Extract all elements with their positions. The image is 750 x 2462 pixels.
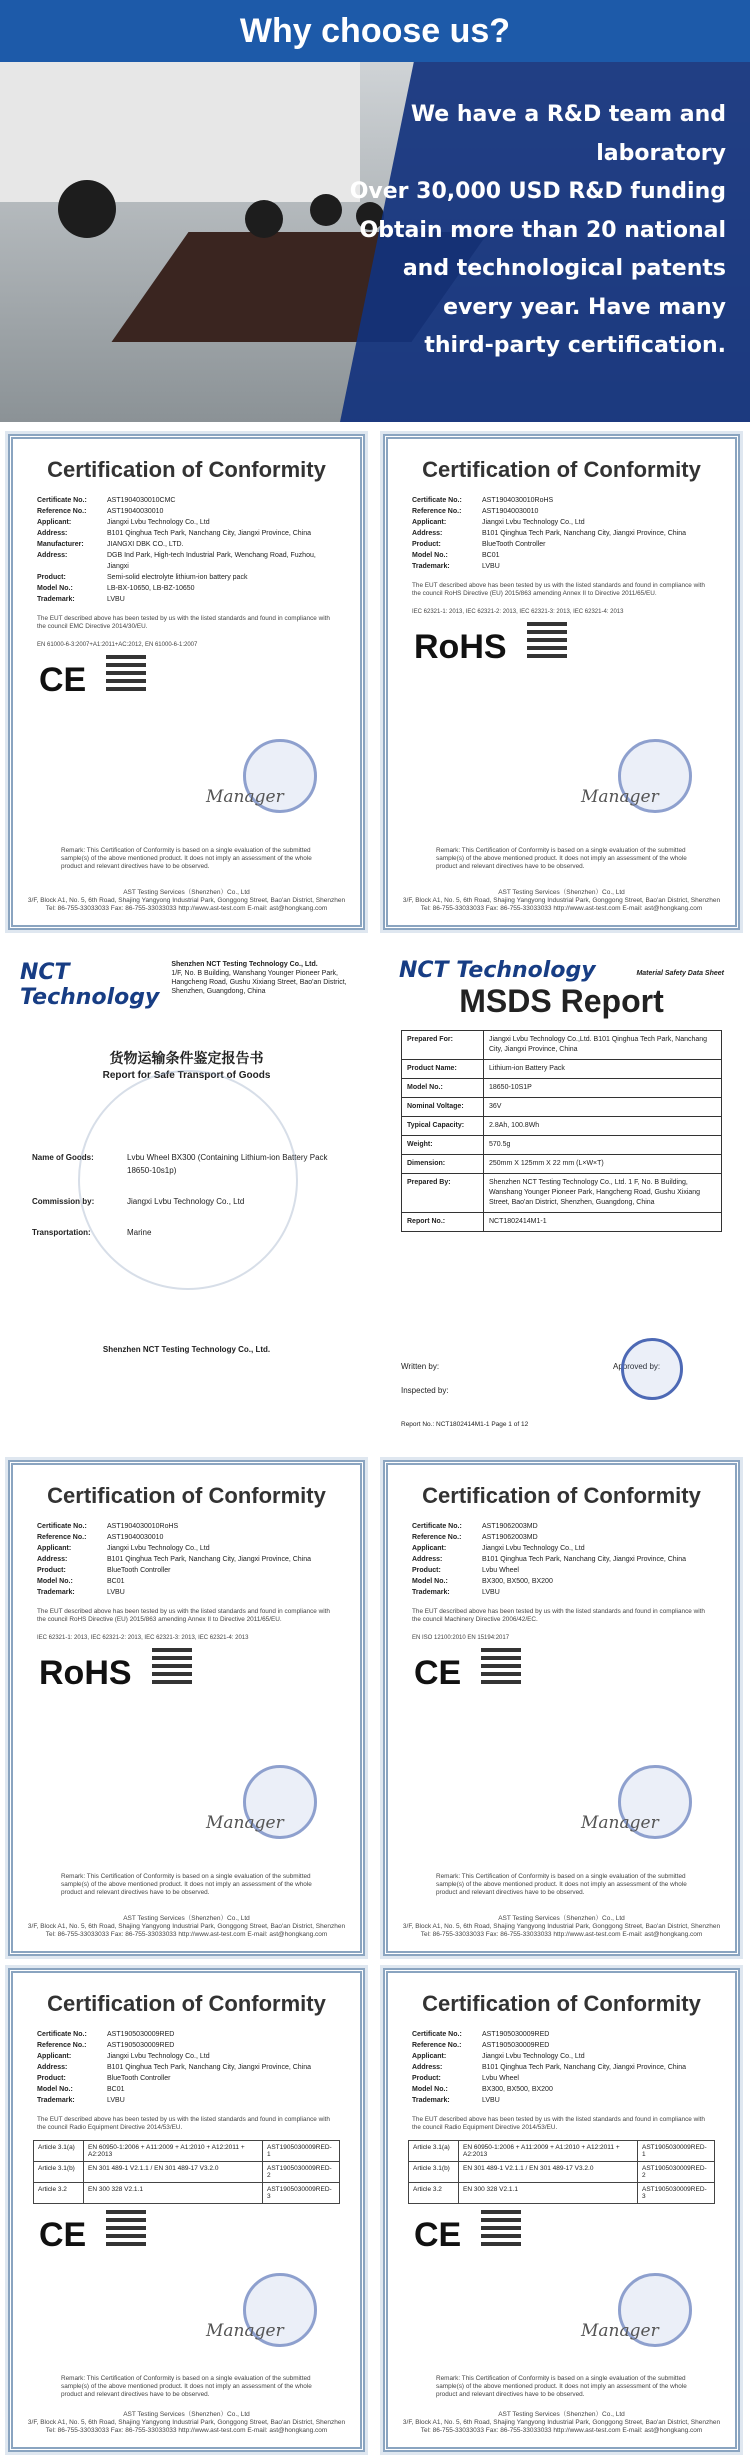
certificate-text: The EUT described above has been tested by us with the listed standards and found in compliance with the council RoHS Directive (EU) 2015/863 amending Annex II to Directive 2011/65/EU.	[412, 582, 705, 597]
standards-table: Article 3.1(a) EN 60950-1:2006 + A11:2009 + A1:2010 + A12:2011 + A2:2013 AST1905030009RED-1 Article 3.1(b) EN 301 489-1 V2.1.1 / EN 301 489-17 V3.2.0 AST1905030009RED-2 Article 3.2 EN 300 328 V2.1.1 AST1905030009RED-3	[408, 2140, 715, 2204]
trademark: LVBU	[107, 596, 125, 603]
signature-icon: Manager	[581, 1813, 659, 1833]
footer: AST Testing Services（Shenzhen）Co., Ltd 3/F, Block A1, No. 5, 6th Road, Shajing Yangyong Industrial Park, Gonggong Street, Bao'an District, Shenzhen Tel: 86-755-33033033 Fax: 86-755-33033033 http://www.ast-test.com E-mail: ast@hongkang.com	[402, 889, 721, 912]
address: B101 Qinghua Tech Park, Nanchang City, Jiangxi Province, China	[107, 530, 312, 537]
qr-code-icon	[152, 1644, 192, 1684]
manufacturer: JIANGXI DBK CO., LTD.	[107, 541, 184, 548]
hero-line: and technological patents	[402, 256, 726, 281]
certificate-card: Certification of Conformity Certificate No.: AST1904030010RoHS Reference No.: AST19040030010 Applicant: Jiangxi Lvbu Technology Co., Ltd Address: B101 Qinghua Tech Park, Nanchang City, Jiangxi Province, China Product: BlueTooth Controller Model No.: BC01 Trademark: LVBU The EUT described above has been tested by us with the listed standards and found in compliance with the council RoHS Directive (EU) 2015/863 amending Annex II to Directive 2011/65/EU. IEC 62321-1: 2013, IEC 62321-2: 2013, IEC 62321-3: 2013, IEC 62321-4: 2013 RoHS Manager Remark: This Certification of Conformity is based on a single evaluation of the submitted sample(s) of the above mentioned product. It does not imply an assessment of the whole product and relevant directives have to be observed. AST Testing Services（Shenzhen）Co., Ltd 3/F, Block A1, No. 5, 6th Road, Shajing Yangyong Industrial Park, Gonggong Street, Bao'an District, Shenzhen Tel: 86-755-33033033 Fax: 86-755-33033033 http://www.ast-test.com E-mail: ast@hongkang.com	[8, 1460, 365, 1956]
rohs-mark-icon: RoHS	[414, 628, 507, 666]
certificate-title: Certification of Conformity	[47, 457, 326, 482]
trademark: LVBU	[482, 563, 500, 570]
ce-mark-icon: CE	[414, 1654, 462, 1692]
company-name: Shenzhen NCT Testing Technology Co., Ltd.	[171, 961, 318, 968]
header-banner	[0, 0, 750, 62]
report-title-en: Report for Safe Transport of Goods	[102, 1070, 271, 1081]
address: DGB Ind Park, High-tech Industrial Park, Wenchang Road, Fuzhou, Jiangxi	[107, 552, 316, 570]
company-logo-icon: NCT Technology	[399, 958, 596, 983]
report-title-cn: 货物运输条件鉴定报告书	[109, 1050, 264, 1066]
applicant: Jiangxi Lvbu Technology Co., Ltd	[482, 519, 585, 526]
reference-number: AST19040030010	[107, 508, 164, 515]
remark: Remark: This Certification of Conformity is based on a single evaluation of the submitted sample(s) of the above mentioned product. It does not imply an assessment of the whole product and relevant directives have to be observed.	[61, 847, 312, 870]
certificate-card: Certification of Conformity Certificate No.: AST1905030009RED Reference No.: AST1905030009RED Applicant: Jiangxi Lvbu Technology Co., Ltd Address: B101 Qinghua Tech Park, Nanchang City, Jiangxi Province, China Product: BlueTooth Controller Model No.: BC01 Trademark: LVBU The EUT described above has been tested by us with the listed standards and found in compliance with the council Radio Equipment Directive 2014/53/EU. Article 3.1(a) EN 60950-1:2006 + A11:2009 + A1:2010 + A12:2011 + A2:2013 AST1905030009RED-1 Article 3.1(b) EN 301 489-1 V2.1.1 / EN 301 489-17 V3.2.0 AST1905030009RED-2 Article 3.2 EN 300 328 V2.1.1 AST1905030009RED-3 CE Manager Remark: This Certification of Conformity is based on a single evaluation of the submitted sample(s) of the above mentioned product. It does not imply an assessment of the whole product and relevant directives have to be observed. AST Testing Services（Shenzhen）Co., Ltd 3/F, Block A1, No. 5, 6th Road, Shajing Yangyong Industrial Park, Gonggong Street, Bao'an District, Shenzhen Tel: 86-755-33033033 Fax: 86-755-33033033 http://www.ast-test.com E-mail: ast@hongkang.com	[8, 1968, 365, 2452]
hero-line: We have a R&D team and laboratory	[410, 102, 726, 166]
rohs-mark-icon: RoHS	[39, 1654, 132, 1692]
ce-mark-icon: CE	[39, 2216, 87, 2254]
stamp-icon	[621, 1338, 683, 1400]
person	[58, 180, 116, 238]
msds-footer: Report No.: NCT1802414M1-1 Page 1 of 12	[401, 1421, 529, 1428]
standards: IEC 62321-1: 2013, IEC 62321-2: 2013, IEC 62321-3: 2013, IEC 62321-4: 2013	[412, 609, 624, 615]
company-logo-icon: NCT Technology	[20, 960, 160, 1010]
footer: AST Testing Services（Shenzhen）Co., Ltd 3/F, Block A1, No. 5, 6th Road, Shajing Yangyong Industrial Park, Gonggong Street, Bao'an District, Shenzhen Tel: 86-755-33033033 Fax: 86-755-33033033 http://www.ast-test.com E-mail: ast@hongkang.com	[27, 889, 346, 912]
person	[245, 200, 283, 238]
msds-label: Material Safety Data Sheet	[636, 970, 724, 977]
certificate-card: Certification of Conformity Certificate No.: AST19062003MD Reference No.: AST19062003MD Applicant: Jiangxi Lvbu Technology Co., Ltd Address: B101 Qinghua Tech Park, Nanchang City, Jiangxi Province, China Product: Lvbu Wheel Model No.: BX300, BX500, BX200 Trademark: LVBU The EUT described above has been tested by us with the listed standards and found in compliance with the council Machinery Directive 2006/42/EC. EN ISO 12100:2010 EN 15194:2017 CE Manager Remark: This Certification of Conformity is based on a single evaluation of the submitted sample(s) of the above mentioned product. It does not imply an assessment of the whole product and relevant directives have to be observed. AST Testing Services（Shenzhen）Co., Ltd 3/F, Block A1, No. 5, 6th Road, Shajing Yangyong Industrial Park, Gonggong Street, Bao'an District, Shenzhen Tel: 86-755-33033033 Fax: 86-755-33033033 http://www.ast-test.com E-mail: ast@hongkang.com	[383, 1460, 740, 1956]
certificate-card: Certification of Conformity Certificate No.: AST1904030010RoHS Reference No.: AST19040030010 Applicant: Jiangxi Lvbu Technology Co., Ltd Address: B101 Qinghua Tech Park, Nanchang City, Jiangxi Province, China Product: BlueTooth Controller Model No.: BC01 Trademark: LVBU The EUT described above has been tested by us with the listed standards and found in compliance with the council RoHS Directive (EU) 2015/863 amending Annex II to Directive 2011/65/EU. IEC 62321-1: 2013, IEC 62321-2: 2013, IEC 62321-3: 2013, IEC 62321-4: 2013 RoHS Manager Remark: This Certification of Conformity is based on a single evaluation of the submitted sample(s) of the above mentioned product. It does not imply an assessment of the whole product and relevant directives have to be observed. AST Testing Services（Shenzhen）Co., Ltd 3/F, Block A1, No. 5, 6th Road, Shajing Yangyong Industrial Park, Gonggong Street, Bao'an District, Shenzhen Tel: 86-755-33033033 Fax: 86-755-33033033 http://www.ast-test.com E-mail: ast@hongkang.com	[383, 434, 740, 930]
certificate-card: Certification of Conformity Certificate No.: AST1905030009RED Reference No.: AST1905030009RED Applicant: Jiangxi Lvbu Technology Co., Ltd Address: B101 Qinghua Tech Park, Nanchang City, Jiangxi Province, China Product: Lvbu Wheel Model No.: BX300, BX500, BX200 Trademark: LVBU The EUT described above has been tested by us with the listed standards and found in compliance with the council Radio Equipment Directive 2014/53/EU. Article 3.1(a) EN 60950-1:2006 + A11:2009 + A1:2010 + A12:2011 + A2:2013 AST1905030009RED-1 Article 3.1(b) EN 301 489-1 V2.1.1 / EN 301 489-17 V3.2.0 AST1905030009RED-2 Article 3.2 EN 300 328 V2.1.1 AST1905030009RED-3 CE Manager Remark: This Certification of Conformity is based on a single evaluation of the submitted sample(s) of the above mentioned product. It does not imply an assessment of the whole product and relevant directives have to be observed. AST Testing Services（Shenzhen）Co., Ltd 3/F, Block A1, No. 5, 6th Road, Shajing Yangyong Industrial Park, Gonggong Street, Bao'an District, Shenzhen Tel: 86-755-33033033 Fax: 86-755-33033033 http://www.ast-test.com E-mail: ast@hongkang.com	[383, 1968, 740, 2452]
hero-line: Obtain more than 20 national	[359, 217, 726, 243]
hero-line: Over 30,000 USD R&D funding	[349, 179, 726, 204]
reference-number: AST19040030010	[482, 508, 539, 515]
msds-table: Prepared For: Jiangxi Lvbu Technology Co.,Ltd. B101 Qinghua Tech Park, Nanchang City, Jiangxi Province, China Product Name: Lithium-ion Battery Pack Model No.: 18650-10S1P Nominal Voltage: 36V Typical Capacity: 2.8Ah, 100.8Wh Weight: 570.5g Dimension: 250mm X 125mm X 22 mm (L×W×T) Prepared By: Shenzhen NCT Testing Technology Co., Ltd. 1 F, No. B Building, Wanshang Younger Pioneer Park, Hangcheng Road, Gushu Xixiang Street, Bao'an District, Shenzhen, Guangdong, China Report No.: NCT1802414M1-1	[401, 1030, 722, 1232]
certificate-title: Certification of Conformity	[47, 1991, 326, 2016]
qr-code-icon	[481, 1644, 521, 1684]
ce-mark-icon: CE	[414, 2216, 462, 2254]
certificate-title: Certification of Conformity	[422, 1483, 701, 1508]
model: BC01	[482, 552, 500, 559]
product: BlueTooth Controller	[482, 541, 546, 548]
goods-name: Lvbu Wheel BX300 (Containing Lithium-ion Battery Pack 18650-10s1p)	[127, 1153, 328, 1175]
product: Semi-solid electrolyte lithium-ion battery pack	[107, 574, 248, 581]
signature-icon: Manager	[206, 2321, 284, 2341]
applicant: Jiangxi Lvbu Technology Co., Ltd	[107, 519, 210, 526]
certificate-card: Certification of Conformity Certificate No.: AST1904030010CMC Reference No.: AST19040030010 Applicant: Jiangxi Lvbu Technology Co., Ltd Address: B101 Qinghua Tech Park, Nanchang City, Jiangxi Province, China Manufacturer: JIANGXI DBK CO., LTD. Address: DGB Ind Park, High-tech Industrial Park, Wenchang Road, Fuzhou, Jiangxi Product: Semi-solid electrolyte lithium-ion battery pack Model No.: LB-BX-10650, LB-BZ-10650 Trademark: LVBU The EUT described above has been tested by us with the listed standards and found in compliance with the council EMC Directive 2014/30/EU. EN 61000-6-3:2007+A1:2011+AC:2012, EN 61000-6-1:2007 CE Manager Remark: This Certification of Conformity is based on a single evaluation of the submitted sample(s) of the above mentioned product. It does not imply an assessment of the whole product and relevant directives have to be observed. AST Testing Services（Shenzhen）Co., Ltd 3/F, Block A1, No. 5, 6th Road, Shajing Yangyong Industrial Park, Gonggong Street, Bao'an District, Shenzhen Tel: 86-755-33033033 Fax: 86-755-33033033 http://www.ast-test.com E-mail: ast@hongkang.com	[8, 434, 365, 930]
standards-table: Article 3.1(a) EN 60950-1:2006 + A11:2009 + A1:2010 + A12:2011 + A2:2013 AST1905030009RED-1 Article 3.1(b) EN 301 489-1 V2.1.1 / EN 301 489-17 V3.2.0 AST1905030009RED-2 Article 3.2 EN 300 328 V2.1.1 AST1905030009RED-3	[33, 2140, 340, 2204]
qr-code-icon	[106, 2206, 146, 2246]
hero-line: third-party certification.	[424, 333, 726, 358]
qr-code-icon	[527, 618, 567, 658]
cert-number: AST1904030010RoHS	[482, 497, 554, 504]
transportation: Marine	[127, 1228, 152, 1237]
msds-report-card: NCT Technology Material Safety Data Sheet MSDS Report Prepared For: Jiangxi Lvbu Technology Co.,Ltd. B101 Qinghua Tech Park, Nanchang City, Jiangxi Province, China Product Name: Lithium-ion Battery Pack Model No.: 18650-10S1P Nominal Voltage: 36V Typical Capacity: 2.8Ah, 100.8Wh Weight: 570.5g Dimension: 250mm X 125mm X 22 mm (L×W×T) Prepared By: Shenzhen NCT Testing Technology Co., Ltd. 1 F, No. B Building, Wanshang Younger Pioneer Park, Hangcheng Road, Gushu Xixiang Street, Bao'an District, Shenzhen, Guangdong, China Report No.: NCT1802414M1-1 Written by: Inspected by: Approved by: Report No.: NCT1802414M1-1 Page 1 of 12	[383, 950, 740, 1436]
hero-section	[0, 62, 750, 422]
certificate-title: Certification of Conformity	[422, 1991, 701, 2016]
report-footer: Shenzhen NCT Testing Technology Co., Ltd.	[102, 1345, 271, 1354]
certificate-title: Certification of Conformity	[47, 1483, 326, 1508]
report-title: MSDS Report	[459, 983, 664, 1019]
commission-by: Jiangxi Lvbu Technology Co., Ltd	[127, 1197, 245, 1206]
signature-icon: Manager	[581, 2321, 659, 2341]
certificate-title: Certification of Conformity	[422, 457, 701, 482]
signature-icon: Manager	[581, 787, 659, 807]
address: B101 Qinghua Tech Park, Nanchang City, Jiangxi Province, China	[482, 530, 687, 537]
certificate-text: The EUT described above has been tested by us with the listed standards and found in compliance with the council EMC Directive 2014/30/EU.	[37, 615, 330, 630]
cert-number: AST1904030010CMC	[107, 497, 176, 504]
ce-mark-icon: CE	[39, 661, 87, 699]
transport-report-card: NCT Technology Shenzhen NCT Testing Technology Co., Ltd. 1/F, No. B Building, Wanshang Younger Pioneer Park, Hangcheng Road, Gushu Xixiang Street, Bao'an District, Shenzhen, Guangdong, China 货物运输条件鉴定报告书 Report for Safe Transport of Goods Name of Goods: Lvbu Wheel BX300 (Containing Lithium-ion Battery Pack 18650-10s1p) Commission by: Jiangxi Lvbu Technology Co., Ltd Transportation: Marine Shenzhen NCT Testing Technology Co., Ltd.	[8, 950, 365, 1436]
hero-wall	[0, 62, 360, 202]
remark: Remark: This Certification of Conformity is based on a single evaluation of the submitted sample(s) of the above mentioned product. It does not imply an assessment of the whole product and relevant directives have to be observed.	[436, 847, 687, 870]
watermark-icon	[78, 1070, 298, 1290]
qr-code-icon	[481, 2206, 521, 2246]
signature-icon: Manager	[206, 1813, 284, 1833]
standards: EN 61000-6-3:2007+A1:2011+AC:2012, EN 61000-6-1:2007	[37, 642, 198, 648]
hero-line: every year. Have many	[443, 294, 726, 320]
hero-text	[326, 96, 726, 366]
page-title: Why choose us?	[239, 12, 511, 50]
qr-code-icon	[106, 651, 146, 691]
signature-icon: Manager	[206, 787, 284, 807]
company-address: 1/F, No. B Building, Wanshang Younger Pioneer Park, Hangcheng Road, Gushu Xixiang Street, Bao'an District, Shenzhen, Guangdong, China	[171, 970, 347, 995]
model: LB-BX-10650, LB-BZ-10650	[107, 585, 195, 592]
